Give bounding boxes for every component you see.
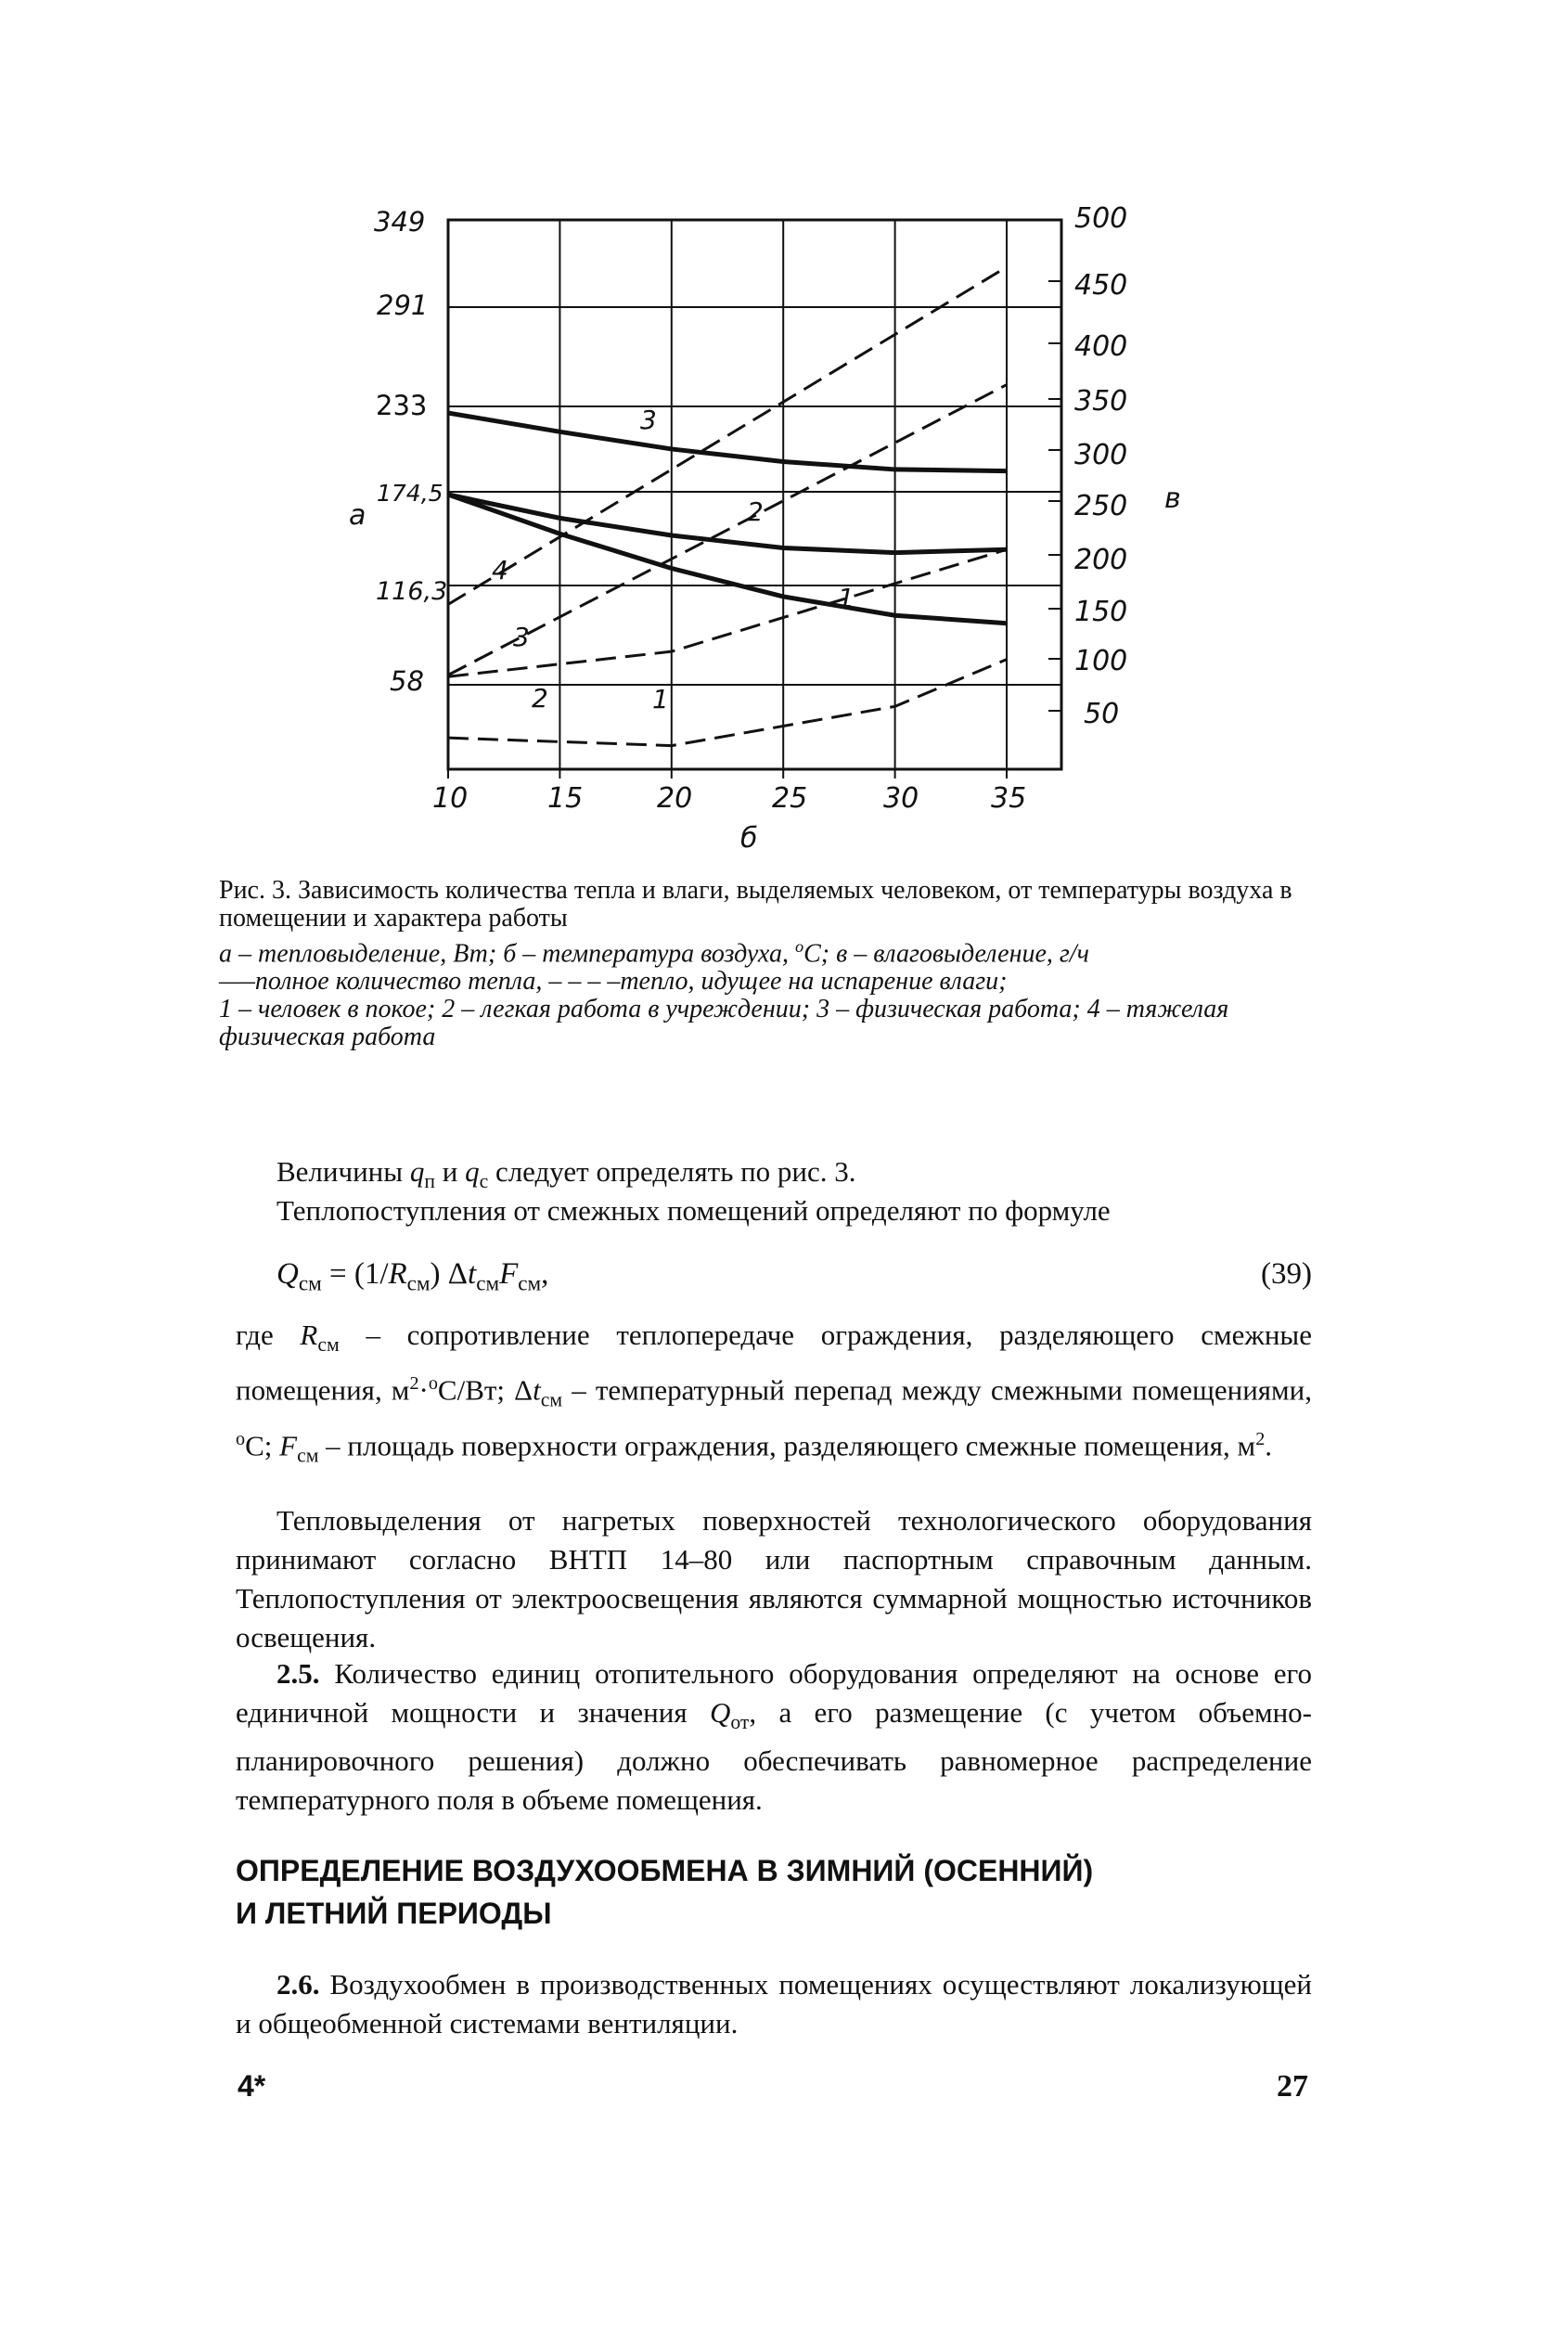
x-tick-15: 15 — [547, 782, 584, 815]
paragraph-heat-release: Тепловыделения от нагретых поверхностей технологического оборудования принимают согласно ВНТП 14–80 или паспортным справочным данным. Теплопоступления от электроосвещения являются суммарной мощностью источников освещения. — [236, 1504, 1312, 1653]
right-tick-300: 300 — [1074, 439, 1128, 471]
right-tick-50: 50 — [1084, 698, 1120, 730]
x-tick-10: 10 — [432, 782, 469, 815]
section-heading: ОПРЕДЕЛЕНИЕ ВОЗДУХООБМЕНА В ЗИМНИЙ (ОСЕННИЙ) И ЛЕТНИЙ ПЕРИОДЫ — [236, 1854, 1094, 1930]
footer-signature: 4* — [238, 2069, 266, 2103]
page-number: 27 — [1277, 2069, 1308, 2104]
x-tick-20: 20 — [657, 782, 693, 815]
curve-label-4-dashed: 4 — [492, 555, 508, 585]
left-tick-174-5: 174,5 — [377, 480, 443, 507]
x-tick-35: 35 — [991, 782, 1027, 815]
right-tick-350: 350 — [1074, 385, 1128, 418]
right-tick-450: 450 — [1074, 269, 1128, 302]
paragraph-2-6: 2.6. Воздухообмен в производственных помещениях осуществляют локализующей и общеобменной системами вентиляции. — [236, 1968, 1312, 2039]
caption-legend-lines: —–полное количество тепла, – – – –тепло, идущее на испарение влаги; — [219, 967, 1008, 997]
curve-label-2-solid: 2 — [747, 496, 764, 527]
x-axis-label: б — [740, 822, 758, 855]
series-dashed-2 — [448, 549, 1007, 676]
left-axis-label: а — [349, 499, 366, 532]
left-tick-233: 233 — [376, 390, 428, 421]
left-tick-349: 349 — [374, 206, 426, 238]
right-tick-400: 400 — [1074, 330, 1128, 363]
x-tick-25: 25 — [772, 782, 808, 815]
formula-39: $Q_{см} = (1/R_{см})$ $\Delta t_{см}F_{см}$, (39) — [276, 1255, 1312, 1303]
caption-legend-curves: 1 – человек в покое; 2 – легкая работа в учреждении; 3 – физическая работа; 4 – тяжелая физическая работа — [219, 995, 1229, 1052]
x-tick-30: 30 — [883, 782, 919, 815]
chart-series — [448, 267, 1007, 746]
right-tick-100: 100 — [1074, 645, 1128, 677]
right-tick-200: 200 — [1074, 544, 1128, 576]
paragraph-values: Величины $q_п$ и $q_с$ следует определять по рис. 3. — [276, 1155, 856, 1193]
curve-label-2-dashed: 2 — [532, 683, 548, 714]
figure-caption — [219, 877, 1312, 1051]
left-tick-291: 291 — [377, 290, 429, 321]
chart — [0, 0, 1568, 891]
right-tick-150: 150 — [1074, 596, 1128, 628]
right-tick-500: 500 — [1074, 202, 1128, 235]
paragraph-2-5: 2.5. Количество единиц отопительного оборудования определяют на основе его единичной мощности и значения $Q_{от}$, а его размещение (с учетом объемно-планировочного решения) должно обеспечивать равномерное распределение температурного поля в объеме помещения. — [236, 1657, 1312, 1817]
curve-label-1-solid: 1 — [838, 583, 855, 613]
curve-label-3-solid: 3 — [640, 405, 657, 435]
right-axis-label: в — [1164, 483, 1181, 515]
curve-label-3-dashed: 3 — [513, 622, 530, 652]
caption-title: Рис. 3. Зависимость количества тепла и влаги, выделяемых человеком, от температуры воздуха в помещении и характера работы — [219, 876, 1292, 933]
caption-legend-axes: а – тепловыделение, Вт; б – температура воздуха, $^o$С; в – влаговыделение, г/ч — [219, 937, 1089, 969]
paragraph-heat-inflow: Теплопоступления от смежных помещений определяют по формуле — [276, 1194, 1111, 1227]
paragraph-where: где $R_{см}$ – сопротивление теплопередаче ограждения, разделяющего смежные помещения, $м^2\cdot^oС/Вт$; $\Delta t_{см}$ – температурный перепад между смежными помещениями, $^o$С; $F_{см}$ – площадь поверхности ограждения, разделяющего смежные помещения, $м^2$. — [236, 1319, 1313, 1467]
formula-number: (39) — [1261, 1257, 1312, 1291]
left-tick-58: 58 — [390, 665, 424, 697]
curve-label-1-dashed: 1 — [652, 684, 669, 714]
left-tick-116-3: 116,3 — [376, 577, 448, 606]
series-solid-3 — [448, 413, 1007, 471]
right-tick-250: 250 — [1074, 490, 1128, 522]
